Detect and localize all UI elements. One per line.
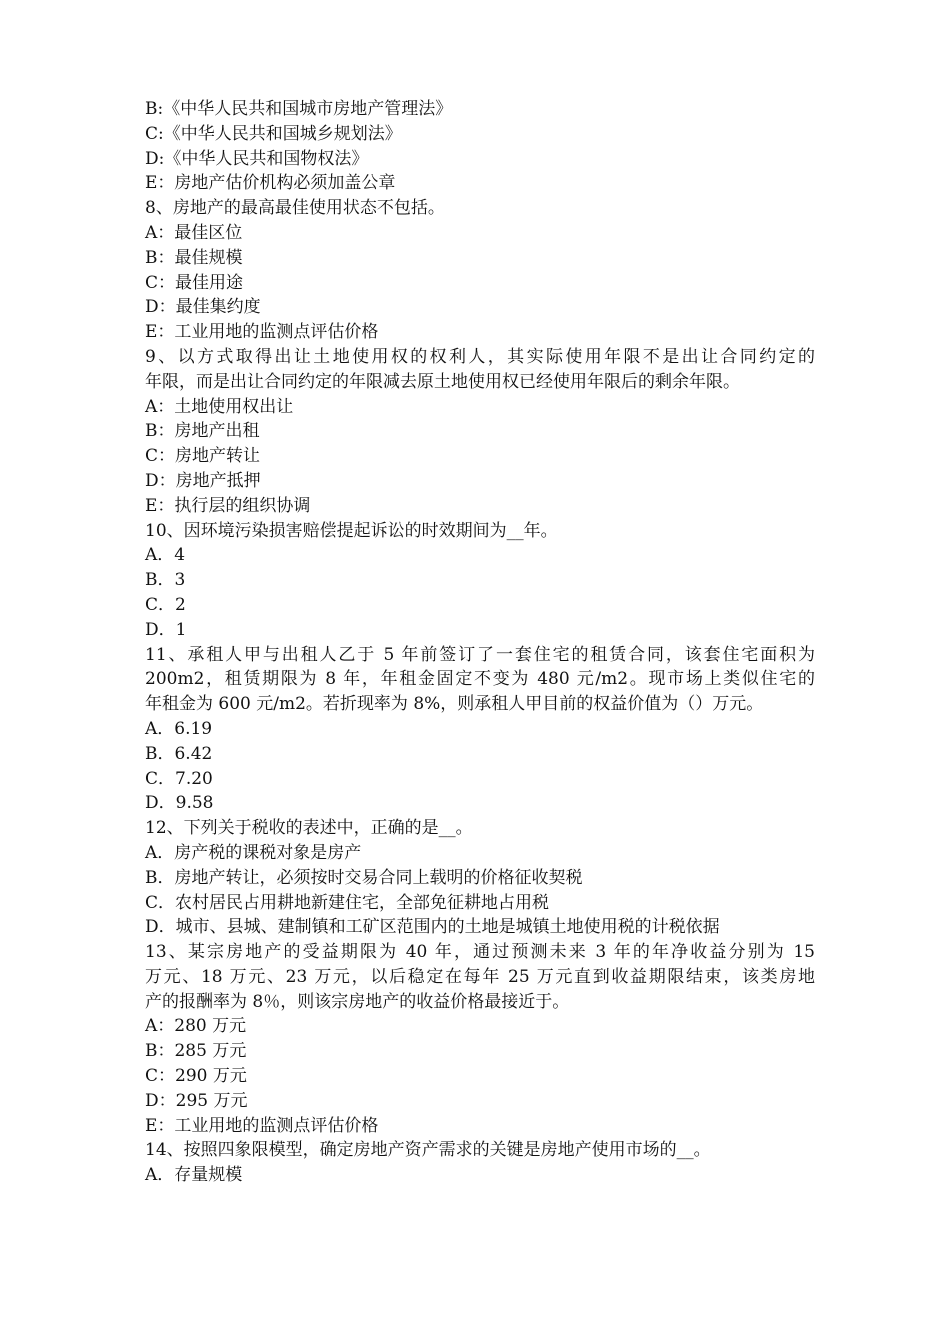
text-line: C：最佳用途 (145, 272, 244, 293)
text-line: B：最佳规模 (145, 247, 243, 268)
text-line: A．存量规模 (145, 1165, 243, 1186)
text-line: D．1 (145, 619, 187, 640)
text-line: C．7.20 (145, 768, 213, 789)
text-line: D：房地产抵押 (145, 470, 261, 491)
text-line: A：土地使用权出让 (145, 396, 294, 417)
text-line: E：房地产估价机构必须加盖公章 (145, 173, 396, 194)
text-line: C：房地产转让 (145, 446, 261, 467)
text-line: D．城市、县城、建制镇和工矿区范围内的土地是城镇土地使用税的计税依据 (145, 917, 720, 938)
text-line: D：295 万元 (145, 1090, 248, 1111)
text-line: A．4 (145, 545, 186, 566)
text-line: 产的报酬率为 8％，则该宗房地产的收益价格最接近于。 (145, 991, 570, 1012)
text-line: 11、承租人甲与出租人乙于 5 年前签订了一套住宅的租赁合同，该套住宅面积为 (145, 644, 815, 665)
text-line: D：最佳集约度 (145, 297, 261, 318)
text-line: 年租金为 600 元/m2。若折现率为 8%，则承租人甲目前的权益价值为（）万元。 (145, 694, 764, 715)
text-line: D:《中华人民共和国物权法》 (145, 148, 369, 169)
text-line: 13、某宗房地产的受益期限为 40 年，通过预测未来 3 年的年净收益分别为 15 (145, 942, 815, 963)
text-line: 9、以方式取得出让土地使用权的权利人，其实际使用年限不是出让合同约定的 (145, 346, 815, 367)
text-line: E：执行层的组织协调 (145, 495, 311, 516)
text-line: 8、房地产的最高最佳使用状态不包括。 (145, 198, 445, 219)
text-line: A：280 万元 (145, 1016, 247, 1037)
text-line: E：工业用地的监测点评估价格 (145, 1115, 379, 1136)
text-line: A．房产税的课税对象是房产 (145, 842, 362, 863)
text-line: B：285 万元 (145, 1041, 247, 1062)
text-line: 200m2，租赁期限为 8 年，年租金固定不变为 480 元/m2。现市场上类似住宅的 (145, 669, 815, 690)
text-line: C:《中华人民共和国城乡规划法》 (145, 123, 402, 144)
text-line: B：房地产出租 (145, 421, 260, 442)
text-line: E：工业用地的监测点评估价格 (145, 322, 379, 343)
document-body (145, 97, 815, 1188)
text-line: C：290 万元 (145, 1066, 247, 1087)
text-line: C．2 (145, 594, 186, 615)
text-line: C．农村居民占用耕地新建住宅，全部免征耕地占用税 (145, 892, 550, 913)
text-line: A：最佳区位 (145, 222, 243, 243)
text-line: A．6.19 (145, 718, 213, 739)
text-line: 年限，而是出让合同约定的年限减去原土地使用权已经使用年限后的剩余年限。 (145, 371, 740, 392)
text-line: 14、按照四象限模型，确定房地产资产需求的关键是房地产使用市场的__。 (145, 1140, 711, 1161)
text-line: 10、因环境污染损害赔偿提起诉讼的时效期间为__年。 (145, 520, 558, 541)
text-line: B．房地产转让，必须按时交易合同上载明的价格征收契税 (145, 867, 583, 888)
text-line: B:《中华人民共和国城市房地产管理法》 (145, 99, 453, 119)
text-line: 12、下列关于税收的表述中，正确的是__。 (145, 818, 473, 839)
text-line: D．9.58 (145, 793, 214, 814)
text-line: B．3 (145, 570, 186, 591)
text-line: B．6.42 (145, 743, 213, 764)
text-line: 万元、18 万元、23 万元，以后稳定在每年 25 万元直到收益期限结束，该类房地 (145, 966, 815, 987)
